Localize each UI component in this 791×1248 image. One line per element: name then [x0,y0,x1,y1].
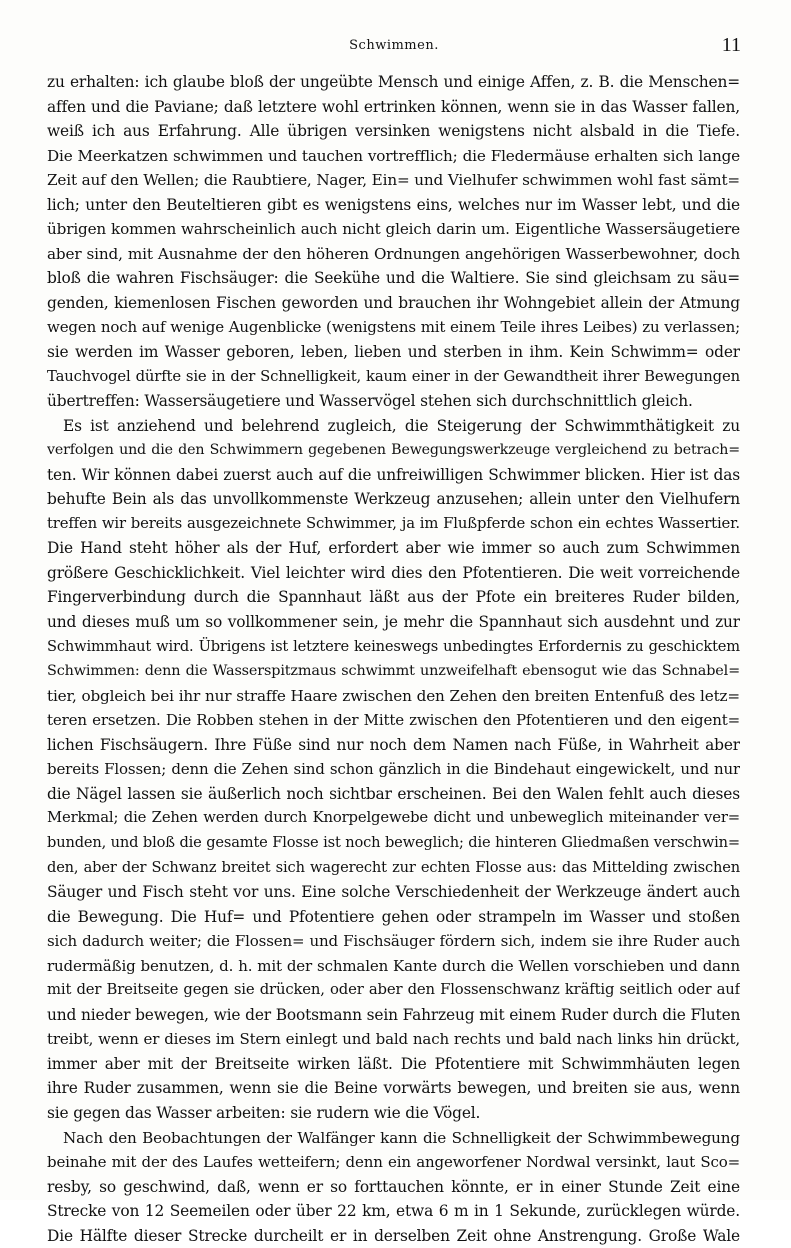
text-line: Die Hand steht höher als der Huf, erfordert aber wie immer so auch zum Schwimmen [47,539,740,558]
text-line: Schwimmhaut wird. Übrigens ist letztere keineswegs unbedingtes Erfordernis zu geschicktem [47,637,740,655]
text-line: Strecke von 12 Seemeilen oder über 22 km, etwa 6 m in 1 Sekunde, zurücklegen würde. [47,1202,740,1221]
text-line: tier, obgleich bei ihr nur straffe Haare zwischen den Zehen den breiten Entenfuß des letz= [47,686,740,705]
text-line: rudermäßig benutzen, d. h. mit der schmalen Kante durch die Wellen vorschieben und dann [47,956,740,975]
text-line: weiß ich aus Erfahrung. Alle übrigen versinken wenigstens nicht alsbald in die Tiefe. [47,122,740,141]
body-text [47,70,740,1248]
text-line: zu erhalten: ich glaube bloß der ungeübte Mensch und einige Affen, z. B. die Menschen= [47,73,740,91]
text-line: teren ersetzen. Die Robben stehen in der Mitte zwischen den Pfotentieren und den eigent= [47,711,740,730]
text-line: ten. Wir können dabei zuerst auch auf die unfreiwilligen Schwimmer blicken. Hier ist das [47,465,740,484]
page-number: 11 [721,34,741,56]
text-line: treibt, wenn er dieses im Stern einlegt und bald nach rechts und bald nach links hin drückt, [47,1030,740,1049]
text-line: Die Meerkatzen schwimmen und tauchen vortrefflich; die Fledermäuse erhalten sich lange [47,146,740,165]
text-line: die Nägel lassen sie äußerlich noch sichtbar erscheinen. Bei den Walen fehlt auch dieses [47,784,740,803]
text-line: affen und die Paviane; daß letztere wohl ertrinken können, wenn sie in das Wasser fallen, [47,97,740,116]
text-line: und nieder bewegen, wie der Bootsmann sein Fahrzeug mit einem Ruder durch die Fluten [47,1005,740,1024]
text-line: ihre Ruder zusammen, wenn sie die Beine vorwärts bewegen, und breiten sie aus, wenn [47,1079,740,1098]
text-line: die Bewegung. Die Huf= und Pfotentiere gehen oder strampeln im Wasser und stoßen [47,907,740,926]
text-line: lich; unter den Beuteltieren gibt es wenigstens eins, welches nur im Wasser lebt, und die [47,195,740,214]
text-line: resby, so geschwind, daß, wenn er so forttauchen könnte, er in einer Stunde Zeit eine [47,1177,740,1196]
text-line: sich dadurch weiter; die Flossen= und Fischsäuger fördern sich, indem sie ihre Ruder auch [47,932,740,951]
text-line: übertreffen: Wassersäugetiere und Wasservögel stehen sich durchschnittlich gleich. [47,392,693,411]
text-line: übrigen kommen wahrscheinlich auch nicht gleich darin um. Eigentliche Wassersäugetiere [47,220,740,239]
text-line: treffen wir bereits ausgezeichnete Schwimmer, ja im Flußpferde schon ein echtes Wassertier. [47,514,740,532]
text-line: Die Hälfte dieser Strecke durcheilt er in derselben Zeit ohne Anstrengung. Große Wale [47,1226,740,1245]
text-line: Fingerverbindung durch die Spannhaut läßt aus der Pfote ein breiteres Ruder bilden, [47,588,740,607]
text-line: behufte Bein als das unvollkommenste Werkzeug anzusehen; allein unter den Vielhufern [47,490,740,509]
text-line: beinahe mit der des Laufes wetteifern; denn ein angeworfener Nordwal versinkt, laut Sco= [47,1153,740,1172]
text-line: Es ist anziehend und belehrend zugleich, die Steigerung der Schwimmthätigkeit zu [63,416,740,435]
text-line: bereits Flossen; denn die Zehen sind schon gänzlich in die Bindehaut eingewickelt, und nur [47,760,740,779]
text-line: und dieses muß um so vollkommener sein, je mehr die Spannhaut sich ausdehnt und zur [47,613,740,632]
text-line: bunden, und bloß die gesamte Flosse ist noch beweglich; die hinteren Gliedmaßen verschwin= [47,833,740,851]
page-header [47,36,741,66]
text-line: Tauchvogel dürfte sie in der Schnelligkeit, kaum einer in der Gewandtheit ihrer Bewegungen [47,367,740,385]
text-line: Säuger und Fisch steht vor uns. Eine solche Verschiedenheit der Werkzeuge ändert auch [47,883,740,902]
text-line: wegen noch auf wenige Augenblicke (wenigstens mit einem Teile ihres Leibes) zu verlassen; [47,318,740,337]
text-line: Merkmal; die Zehen werden durch Knorpelgewebe dicht und unbeweglich miteinander ver= [47,809,740,827]
text-line: bloß die wahren Fischsäuger: die Seekühe und die Waltiere. Sie sind gleichsam zu säu= [47,269,740,288]
text-line: lichen Fischsäugern. Ihre Füße sind nur noch dem Namen nach Füße, in Wahrheit aber [47,735,740,754]
text-line: den, aber der Schwanz breitet sich wagerecht zur echten Flosse aus: das Mittelding zwischen [47,858,740,876]
text-line: immer aber mit der Breitseite wirken läßt. Die Pfotentiere mit Schwimmhäuten legen [47,1054,740,1073]
text-line: genden, kiemenlosen Fischen geworden und brauchen ihr Wohngebiet allein der Atmung [47,293,740,312]
text-line: sie gegen das Wasser arbeiten: sie rudern wie die Vögel. [47,1103,481,1122]
text-line: aber sind, mit Ausnahme der den höheren Ordnungen angehörigen Wasserbewohner, doch [47,244,740,263]
text-line: mit der Breitseite gegen sie drücken, oder aber den Flossenschwanz kräftig seitlich oder auf [47,981,740,999]
text-line: verfolgen und die den Schwimmern gegebenen Bewegungswerkzeuge vergleichend zu betrach= [47,442,740,459]
text-line: Schwimmen: denn die Wasserspitzmaus schwimmt unzweifelhaft ebensogut wie das Schnabel= [47,663,740,680]
text-line: größere Geschicklichkeit. Viel leichter wird dies den Pfotentieren. Die weit vorreichende [47,563,740,582]
text-line: Zeit auf den Wellen; die Raubtiere, Nager, Ein= und Vielhufer schwimmen wohl fast sämt= [47,171,740,190]
text-line: sie werden im Wasser geboren, leben, lieben und sterben in ihm. Kein Schwimm= oder [47,343,740,362]
running-title: Schwimmen. [349,38,439,53]
text-line: Nach den Beobachtungen der Walfänger kann die Schnelligkeit der Schwimmbewegung [63,1128,740,1147]
